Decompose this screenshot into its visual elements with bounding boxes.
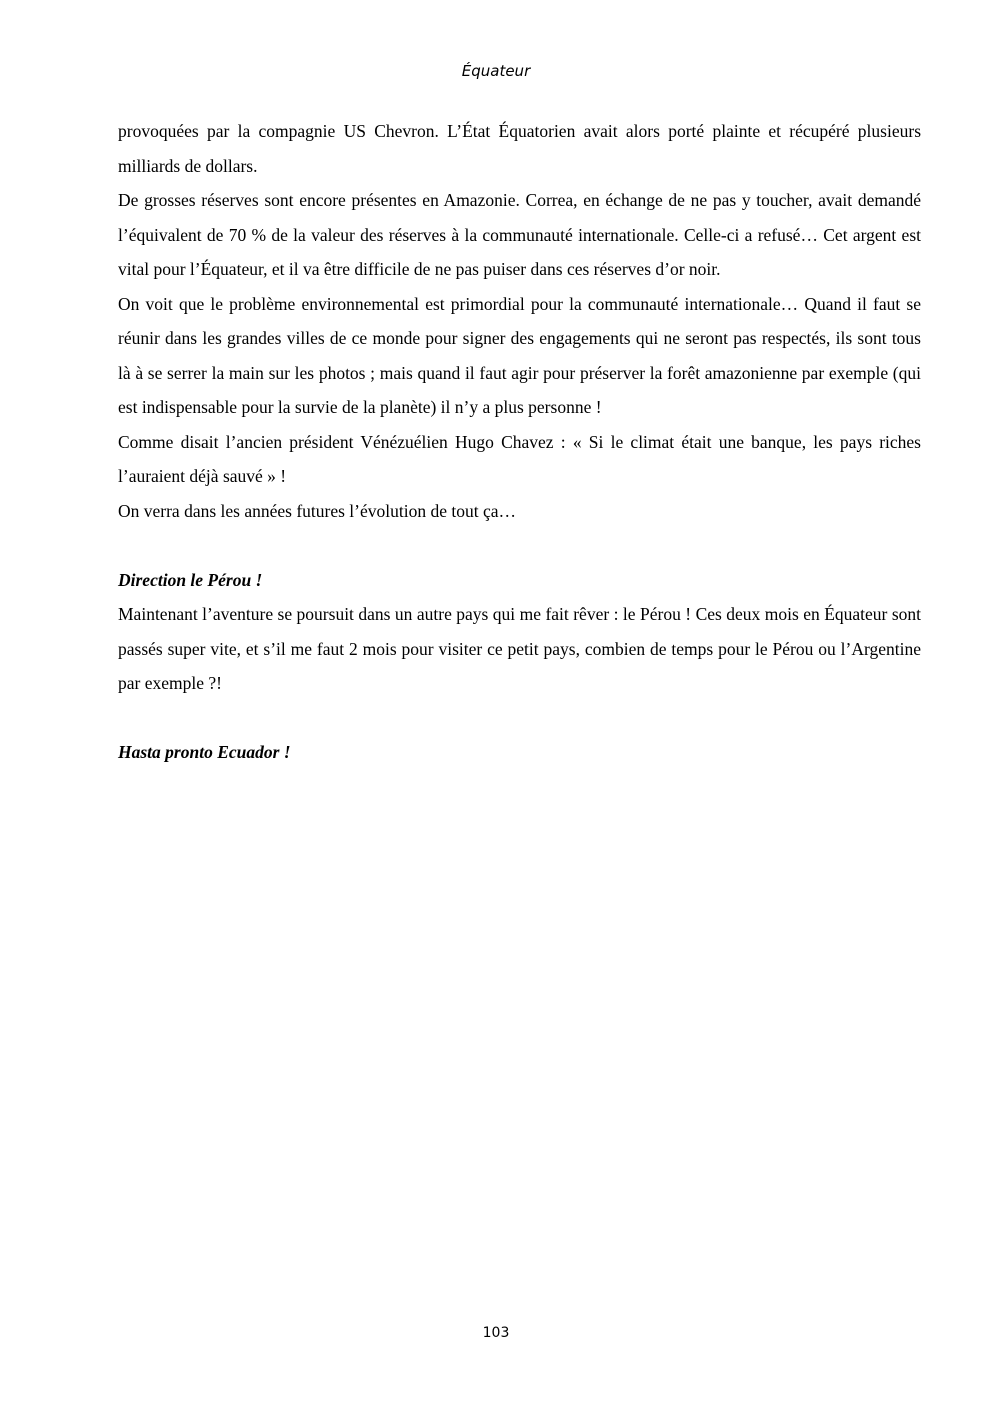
running-header: Équateur <box>461 62 531 80</box>
page-number: 103 <box>482 1325 510 1341</box>
blank-line <box>118 528 921 563</box>
paragraph-chavez-quote: Comme disait l’ancien président Vénézuélien Hugo Chavez : « Si le climat était une banque, les pays riches l’auraient déjà sauvé » ! <box>118 431 921 486</box>
section-heading-perou: Direction le Pérou ! <box>118 569 263 590</box>
blank-line <box>118 701 921 736</box>
paragraph-future: On verra dans les années futures l’évolution de tout ça… <box>118 500 516 521</box>
section-heading-farewell: Hasta pronto Ecuador ! <box>118 742 291 762</box>
paragraph-environment: On voit que le problème environnemental est primordial pour la communauté internationale… Quand il faut se réunir dans les grandes villes de ce monde pour signer des engagements qui ne seront pas respectés, ils sont tous là à se serrer la main sur les photos ; mais quand il faut agir pour préserver la forêt amazonienne par exemple (qui est indispensable pour la survie de la planète) il n’y a plus personne ! <box>118 293 921 417</box>
paragraph-perou: Maintenant l’aventure se poursuit dans un autre pays qui me fait rêver : le Pérou ! Ces deux mois en Équateur sont passés super vite, et s’il me faut 2 mois pour visiter ce petit pays, combien de temps pour le Pérou ou l’Argentine par exemple ?! <box>118 604 921 693</box>
paragraph-chevron: provoquées par la compagnie US Chevron. L’État Équatorien avait alors porté plainte et récupéré plusieurs milliards de dollars. <box>118 121 921 176</box>
body-text <box>118 114 921 770</box>
paragraph-reserves: De grosses réserves sont encore présentes en Amazonie. Correa, en échange de ne pas y toucher, avait demandé l’équivalent de 70 % de la valeur des réserves à la communauté internationale. Celle-ci a refusé… Cet argent est vital pour l’Équateur, et il va être difficile de ne pas puiser dans ces réserves d’or noir. <box>118 190 921 279</box>
